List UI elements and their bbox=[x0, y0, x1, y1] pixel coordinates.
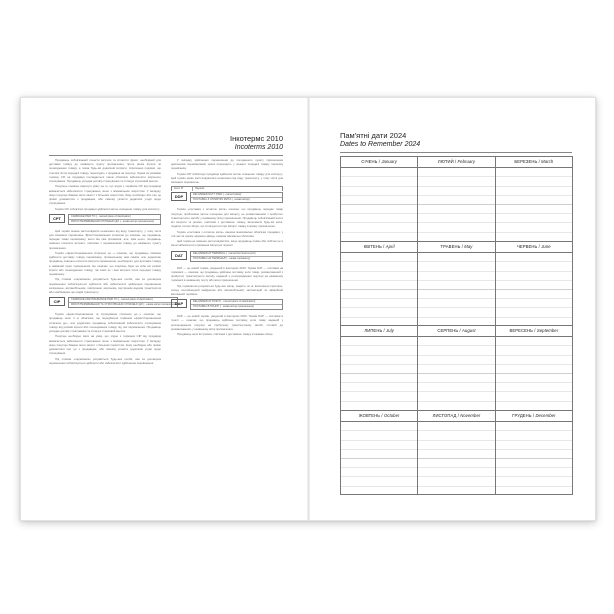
month-header: КВІТЕНЬ / April bbox=[341, 242, 417, 253]
month-name-ua: БЕРЕЗЕНЬ bbox=[514, 159, 538, 164]
month-name-en: June bbox=[541, 243, 551, 249]
term-line-en: DELIVERED AT POINT [...named place of destination] bbox=[191, 300, 282, 305]
month-cell-april bbox=[341, 242, 418, 327]
month-header: ЖОВТЕНЬ / October bbox=[341, 411, 417, 422]
paragraph: Термін CIP зобов'язує продавця здійснити митне очищення товару для експорту. Цей термін може застосовуватися незалежно від виду транспорту, у тому числі для змішаних перевезень. bbox=[171, 171, 283, 185]
month-name-en: September bbox=[536, 328, 559, 333]
month-note-lines[interactable] bbox=[418, 168, 494, 241]
right-page bbox=[310, 98, 595, 520]
month-name-ua: ЛИСТОПАД bbox=[432, 412, 457, 418]
month-note-lines[interactable] bbox=[418, 422, 494, 495]
term-line-ua: ФРАХТ/ПЕРЕВЕЗЕННЯ ТА СТРАХУВАННЯ СПЛАЧЕНО ДО [...назва місця призначення] bbox=[71, 303, 178, 307]
month-name-en: October bbox=[383, 412, 400, 418]
term-box-cpt bbox=[49, 214, 161, 225]
term-line-en: CARRIAGE PAID TO [...named place of destination] bbox=[69, 215, 160, 220]
term-code: DDP bbox=[171, 192, 187, 201]
term-box-ddp bbox=[171, 192, 283, 203]
month-header: БЕРЕЗЕНЬ / March bbox=[496, 157, 572, 168]
month-name-ua: ВЕРЕСЕНЬ bbox=[509, 328, 534, 333]
term-table-header bbox=[171, 186, 283, 191]
month-cell-february bbox=[418, 157, 495, 242]
month-name-ua: ТРАВЕНЬ bbox=[440, 243, 461, 249]
paragraph: У випадку здійснення перевезення до погодженого пункту призначення декількома перевізниками ризик переходить у момент передачі товару першому перевізнику. bbox=[171, 158, 283, 171]
left-page-subtitle: Incoterms 2010 bbox=[234, 144, 283, 151]
month-header: ЧЕРВЕНЬ / June bbox=[496, 242, 572, 253]
right-page-title: Пам'ятні дати 2024 bbox=[340, 131, 407, 140]
paragraph: Під терміналом розуміється будь-яке місце, закрите чи ні, включаючи пристань, склад, контейнерний майданчик або автомобільний, залізничний чи авіаційний вантажний термінал. bbox=[171, 283, 283, 297]
month-note-lines[interactable] bbox=[496, 337, 572, 410]
paragraph: Цей термін можна застосовувати незалежно від виду транспорту, у тому числі для змішаних перевезень. Фрахт/перевезення сплачено до означає, що продавець передає товар перевізнику, якого він сам призначив, але, крім цього, продавець повинен оплатити витрати, пов'язані з перевезенням товару до названого пункту призначення. bbox=[49, 228, 161, 250]
month-header: СЕРПЕНЬ / August bbox=[418, 326, 494, 337]
term-lines bbox=[190, 251, 283, 262]
right-page-rule bbox=[340, 152, 572, 153]
term-lines bbox=[68, 297, 178, 308]
term-line-ua: ПОСТАВКА З ОПЛАТОЮ МИТА [...назва місця] bbox=[193, 198, 250, 202]
month-cell-may bbox=[418, 242, 495, 327]
month-name-en: December bbox=[535, 412, 556, 418]
dates-calendar-grid bbox=[340, 156, 573, 495]
term-box-dat bbox=[171, 251, 283, 262]
diary-spread bbox=[20, 97, 596, 521]
month-header: ВЕРЕСЕНЬ / September bbox=[496, 326, 572, 337]
month-cell-november bbox=[418, 411, 495, 496]
month-note-lines[interactable] bbox=[496, 422, 572, 495]
month-name-ua: ЧЕРВЕНЬ bbox=[516, 243, 538, 249]
paragraph: Під словом «перевізник» розуміється будь-яка особа, яка за договором перевезення зобов'язується здійснити або забезпечити здійснення перевезення. bbox=[49, 356, 161, 365]
month-note-lines[interactable] bbox=[341, 337, 417, 410]
paragraph: Термін CIF зобов'язує продавця здійснити митне очищення товару для експорту. bbox=[55, 206, 160, 211]
month-note-lines[interactable] bbox=[418, 253, 494, 326]
left-page-rule bbox=[49, 155, 283, 156]
paragraph: Продавець несе всі ризики, пов'язані з доставкою товару в назване місце. bbox=[177, 332, 274, 337]
month-name-ua: ГРУДЕНЬ bbox=[512, 412, 532, 418]
term-box-cip bbox=[49, 297, 178, 308]
month-name-en: February bbox=[457, 159, 476, 164]
term-lines bbox=[68, 214, 161, 225]
month-cell-june bbox=[496, 242, 573, 327]
right-page-subtitle: Dates to Remember 2024 bbox=[340, 141, 421, 148]
month-name-ua: СЕРПЕНЬ bbox=[437, 328, 459, 333]
month-cell-july bbox=[341, 326, 418, 411]
term-code: DAP bbox=[171, 299, 187, 308]
left-page-title: Інкотермс 2010 bbox=[230, 134, 283, 143]
month-cell-january bbox=[341, 157, 418, 242]
month-header: ЛЮТИЙ / February bbox=[418, 157, 494, 168]
month-header: ЛИПЕНЬ / July bbox=[341, 326, 417, 337]
paragraph: Під словом «перевізник» розуміється будь-яка особа, яка за договором перевезення зобов'язується здійснити або забезпечити здійснення перевезення залізницею, автомобільним, повітряним, морським, внутрішнім водним транспортом або комбінацією цих видів транспорту. bbox=[49, 277, 161, 295]
month-header: ЛИСТОПАД / November bbox=[418, 411, 494, 422]
paragraph: Покупцю необхідно мати на увазі, що згідно з терміном CIP від продавця вимагається забезпечити страхування лише з мінімальним покриттям. У випадку, якщо покупцю бажано мати захист з більшим покриттям, йому необхідно або прямо домовитися про це з продавцем, або самому укласти додаткові угоди щодо страхування. bbox=[49, 334, 161, 356]
paragraph: Термін «поставка з оплатою мита» означає максимальні обов'язки продавця, у той час як термін «франко-завод» означає мінімальні обов'язки. bbox=[171, 229, 283, 238]
paragraph: Покупець повинен звернути увагу на те, що згідно з терміном CIF від продавця вимагається забезпечити страхування лише з мінімальним покриттям. У випадку, якщо покупцю бажано мати захист з більшим покриттям, йому необхідно або про це прямо домовитися з продавцем, або самому укласти додаткові угоди щодо страхування. bbox=[49, 184, 161, 206]
term-code: CPT bbox=[49, 214, 65, 223]
month-header: ГРУДЕНЬ / December bbox=[496, 411, 572, 422]
term-line-en: CARRIAGE AND INSURANCE PAID TO [...named place of destination] bbox=[69, 298, 177, 303]
term-lines bbox=[190, 299, 283, 310]
paragraph: Термін «фрахт/перевезення та страхування сплачено до...» означає, що продавець несе ті ж обов'язки, що передбачені терміном «фрахт/перевезення сплачено до», але додатково продавець зобов'язаний забезпечити страхування товару від ризиків втрати або пошкодження товару під час перевезення. Продавець укладає договір страхування та сплачує страховий внесок. bbox=[49, 312, 161, 334]
term-box-dap bbox=[171, 299, 283, 310]
term-lines bbox=[190, 192, 283, 203]
month-name-ua: ЛЮТИЙ bbox=[437, 159, 454, 164]
month-name-en: July bbox=[386, 328, 394, 333]
month-cell-december bbox=[496, 411, 573, 496]
term-line-ua: ПОСТАВКА В ПУНКТІ [...назва місця призначення] bbox=[193, 305, 254, 309]
month-header: СІЧЕНЬ / January bbox=[341, 157, 417, 168]
term-code: DAT bbox=[171, 251, 187, 260]
term-line-en: DELIVERED DUTY PAID [...named place] bbox=[191, 193, 282, 198]
month-note-lines[interactable] bbox=[496, 168, 572, 241]
paragraph: Термін «поставка з оплатою мита» означає, що продавець передає товар покупцю, пройшовши митне очищення для імпорту, не розвантаженим з прибулого транспортного засобу у названому місці призначення. Продавець зобов'язаний нести всі витрати та ризики, пов'язані з доставкою товару, включаючи будь-які мита, податки та інші збори, що сплачуються при імпорті товару в країну призначення. bbox=[171, 207, 283, 229]
left-page bbox=[21, 98, 307, 520]
table-header-cell: Incot. B. bbox=[172, 187, 193, 191]
paragraph: DAT — це новий термін, уведений в Інкотермс 2010. Термін DAT — поставка на терміналі — означає, що продавець здійснює поставку, коли товар, розвантажений з прибулого транспортного засобу, наданий у розпорядження покупця на названому терміналі в названому порту або місці призначення. bbox=[171, 265, 283, 283]
month-note-lines[interactable] bbox=[341, 422, 417, 495]
paragraph: Цей термін не повинен застосовуватися, якщо продавець прямо або побічно не в змозі забезпечити отримання імпортної ліцензії. bbox=[171, 239, 283, 248]
table-header-cell: Перелік bbox=[195, 187, 205, 191]
paragraph: Продавець зобов'язаний понести витрати та сплатити фрахт, необхідний для доставки товару до названого пункту призначення, проте ризик втрати чи пошкодження товару, а також будь-які додаткові витрати, спричинені подіями, що сталися після передачі товару, переходять з продавця на покупця. Однак за умовами терміну CIF на продавця покладається також обов'язок забезпечити морського страхування. Продавець укладає договір страхування та сплачує страховий внесок. bbox=[49, 158, 161, 184]
paragraph: Термін «фрахт/перевезення сплачено до...» означає, що продавець повинен здійснити доставку товару перевізнику, призначеному ним самим, але додатково продавець повинен оплатити витрати перевезення, необхідного для доставки товару в названий пункт призначення. Це означає, що покупець бере на себе всі ризики втрати або пошкодження товару, так само як і інші витрати після передачі товару перевізнику. bbox=[49, 251, 161, 277]
month-name-ua: ЖОВТЕНЬ bbox=[358, 412, 381, 418]
month-cell-august bbox=[418, 326, 495, 411]
term-line-ua: ФРАХТ/ПЕРЕВЕЗЕННЯ СПЛАЧЕНО ДО [...назва місця призначення] bbox=[71, 219, 154, 223]
term-line-ua: ПОСТАВКА НА ТЕРМІНАЛІ [...назва терміналу] bbox=[193, 256, 250, 260]
month-name-ua: КВІТЕНЬ bbox=[363, 243, 382, 249]
month-name-en: April bbox=[385, 243, 395, 249]
term-line-en: DELIVERED AT TERMINAL [...named terminal at port] bbox=[191, 252, 282, 257]
month-note-lines[interactable] bbox=[341, 253, 417, 326]
paragraph: DAP — це новий термін, уведений в Інкотермс 2010. Термін DAP — поставка в пункті — означає, що продавець здійснює поставку, коли товар наданий у розпорядження покупця на прибулому транспортному засобі, готовий до розвантаження, у названому місці призначення. bbox=[171, 314, 283, 331]
month-name-en: March bbox=[541, 159, 554, 164]
text-column-1 bbox=[49, 158, 178, 366]
month-name-en: November bbox=[460, 412, 481, 418]
month-cell-september bbox=[496, 326, 573, 411]
month-note-lines[interactable] bbox=[341, 168, 417, 241]
month-name-en: May bbox=[464, 243, 473, 249]
text-column-2 bbox=[171, 158, 283, 338]
month-note-lines[interactable] bbox=[496, 253, 572, 326]
month-name-en: January bbox=[381, 159, 397, 164]
term-code: CIP bbox=[49, 297, 65, 306]
month-cell-march bbox=[496, 157, 573, 242]
month-cell-october bbox=[341, 411, 418, 496]
month-header: ТРАВЕНЬ / May bbox=[418, 242, 494, 253]
month-name-en: August bbox=[462, 328, 476, 333]
month-name-ua: ЛИПЕНЬ bbox=[364, 328, 383, 333]
month-note-lines[interactable] bbox=[418, 337, 494, 410]
month-name-ua: СІЧЕНЬ bbox=[361, 159, 378, 164]
